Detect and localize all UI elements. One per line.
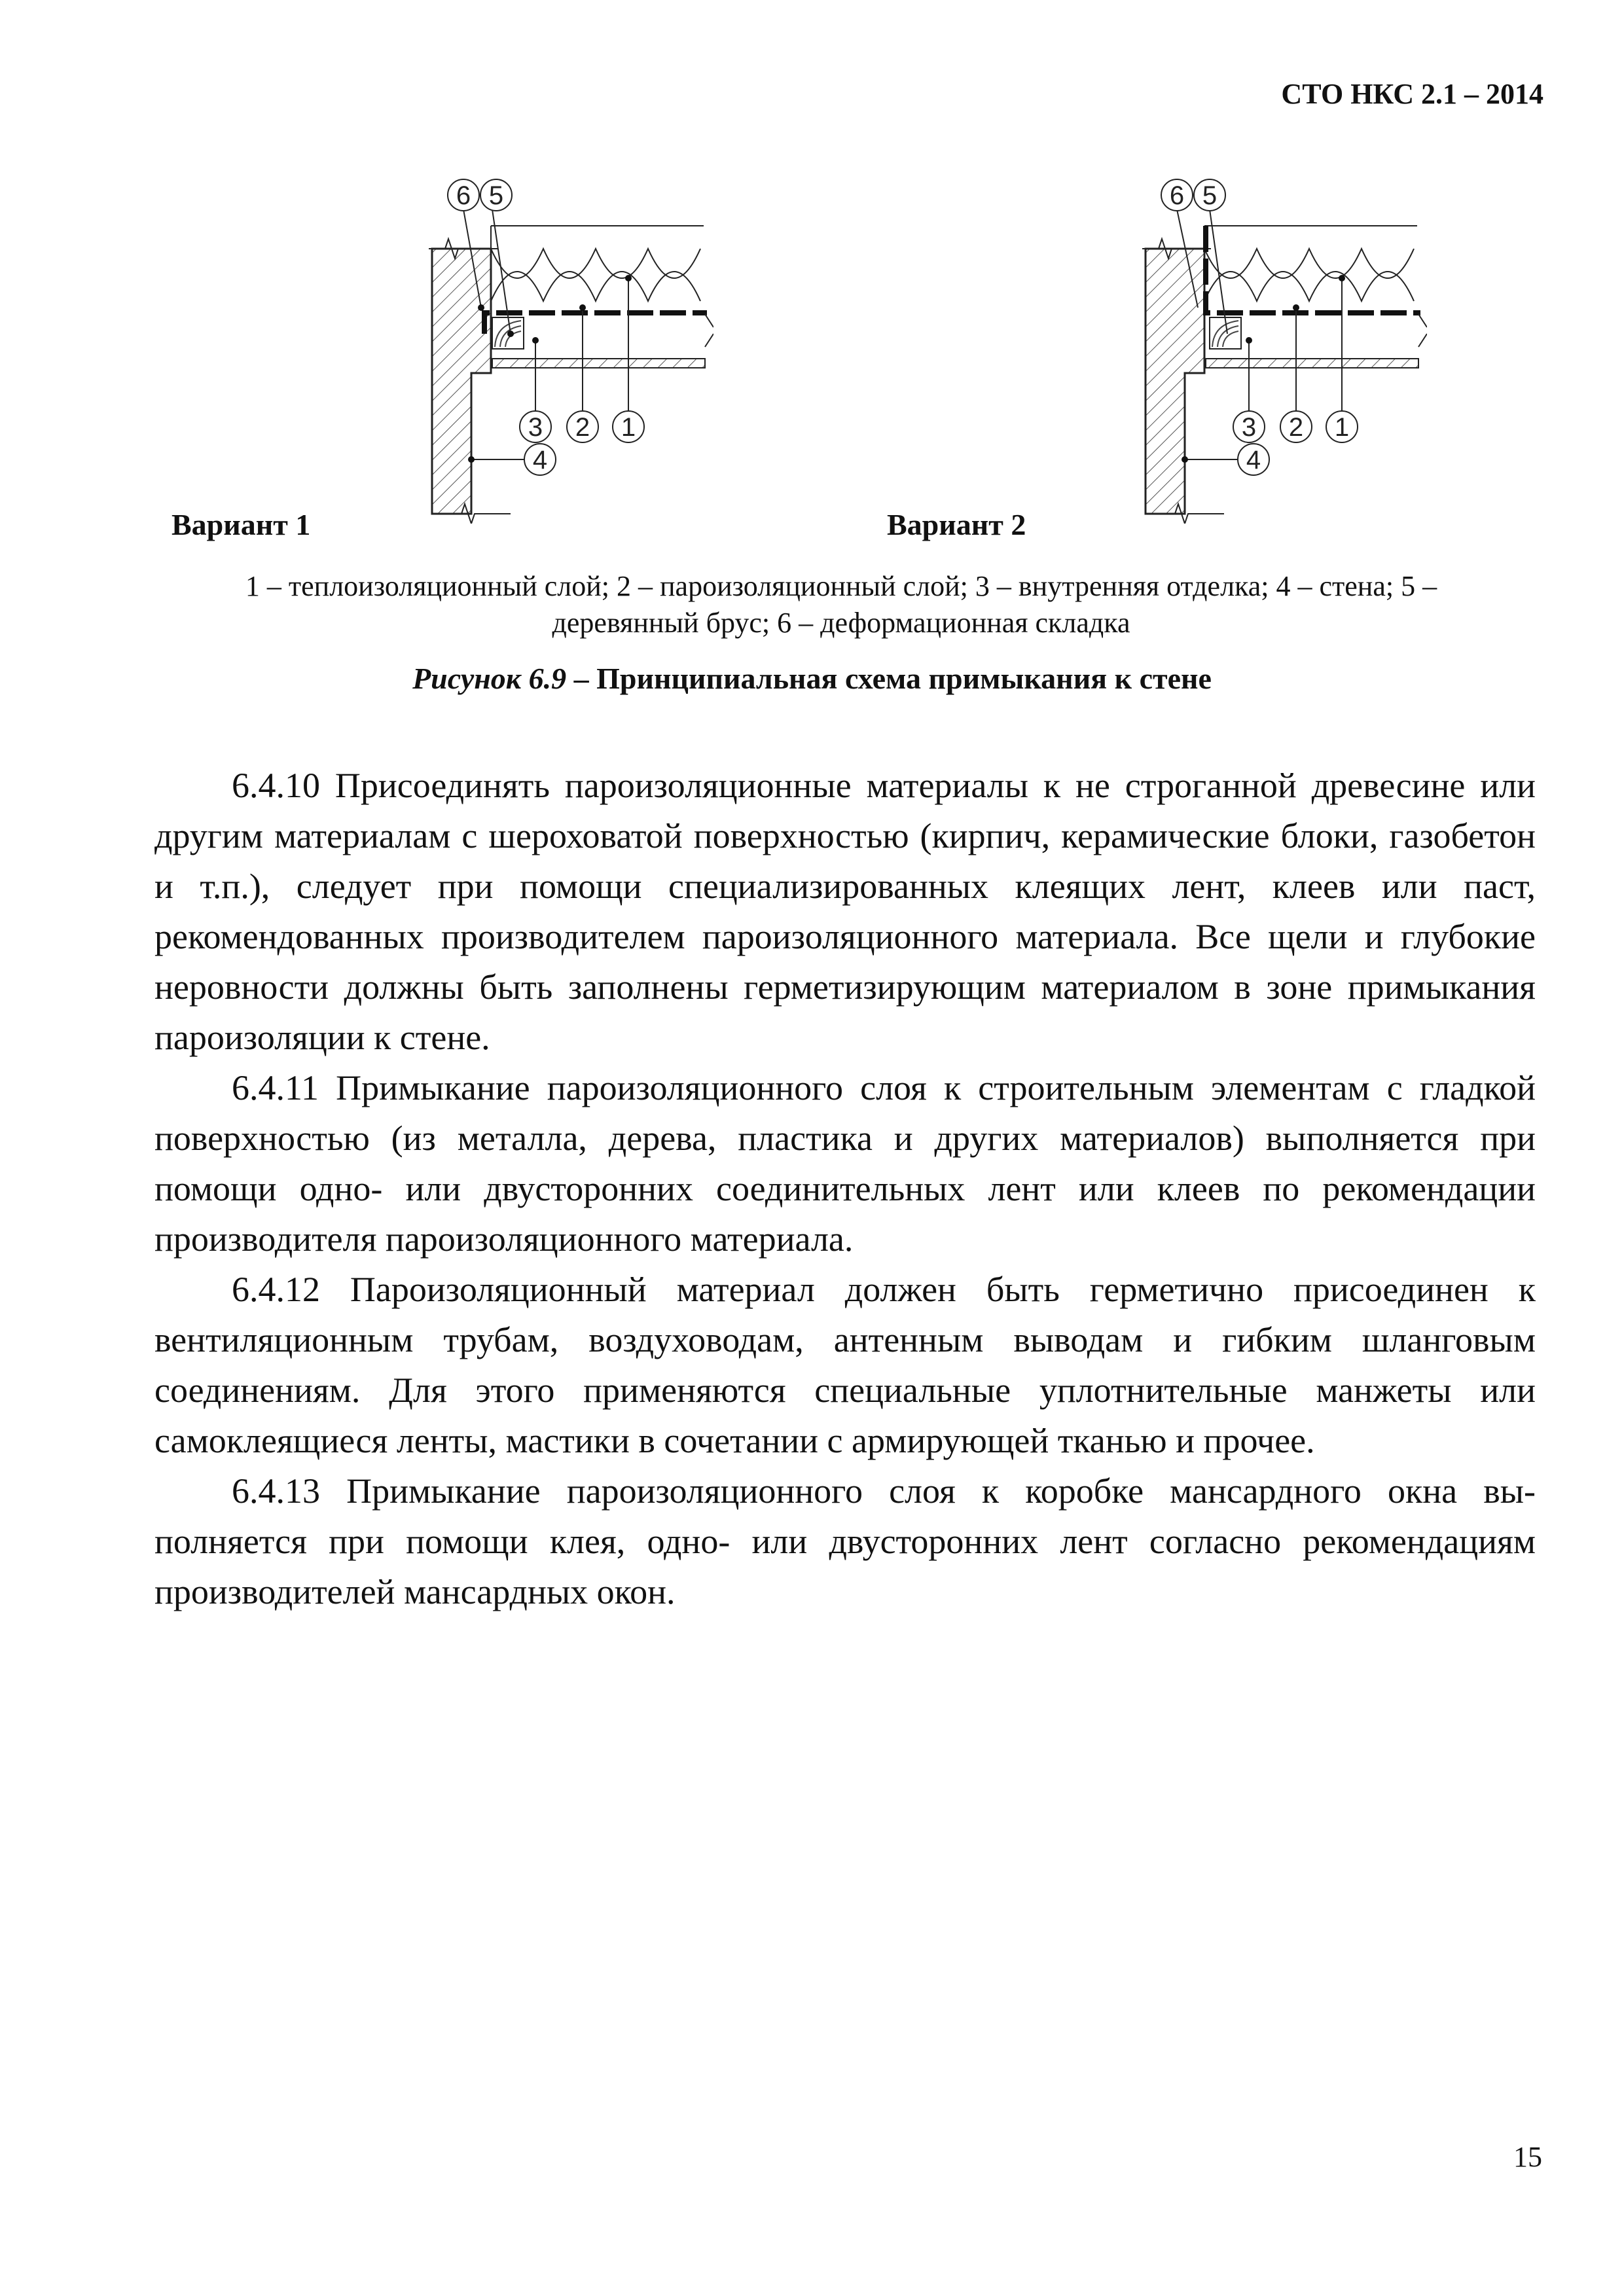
callout-2: 2 xyxy=(575,413,590,442)
legend-line-2: деревянный брус; 6 – деформационная складка xyxy=(552,607,1130,639)
callout-3: 3 xyxy=(1241,413,1257,442)
callout-6: 6 xyxy=(456,181,471,210)
figure-6-9 xyxy=(0,177,1624,543)
callout-5: 5 xyxy=(488,181,504,210)
paragraph-6-4-10: 6.4.10 Присоединять пароизоляционные материалы к не строганной древесине или другим материалам с шероховатой поверхностью (кирпич, керамические блоки, газобетон и т.п.), следует при помощи специализированных клеящих лент, клеев или паст, рекомендованных производителем пароизоляционного материала. Все щели и глубокие неровности должны быть заполнены герметизирующим материалом в зоне примыкания пароизоляции к стене. xyxy=(154,766,1536,1057)
body-text xyxy=(154,761,1536,1617)
caption-prefix: Рисунок 6.9 xyxy=(412,662,567,695)
figure-caption xyxy=(0,661,1624,696)
legend-line-1: 1 – теплоизоляционный слой; 2 – пароизоляционный слой; 3 – внутренняя отделка; 4 – стена; 5 – xyxy=(245,570,1437,602)
callout-4: 4 xyxy=(1246,446,1261,475)
caption-title: – Принципиальная схема примыкания к стене xyxy=(566,662,1212,695)
callout-1: 1 xyxy=(1334,413,1350,442)
paragraph-6-4-13: 6.4.13 Примыкание пароизоляционного слоя к коробке мансардного окна выполняется при помощи клея, одно- или двусторонних лент согласно рекомендациям производителей мансардных окон. xyxy=(154,1471,1536,1611)
wall-shape xyxy=(432,249,491,514)
document-code: СТО НКС 2.1 – 2014 xyxy=(1281,78,1543,110)
diagram-variant-2 xyxy=(1132,177,1427,524)
diagram-variant-1 xyxy=(419,177,713,524)
callout-2: 2 xyxy=(1288,413,1304,442)
wall-shape xyxy=(1146,249,1204,514)
page-number: 15 xyxy=(1513,2141,1542,2173)
figure-legend xyxy=(170,568,1512,641)
callout-3: 3 xyxy=(528,413,543,442)
variant-2-label: Вариант 2 xyxy=(887,508,1026,541)
variant-1-label: Вариант 1 xyxy=(171,508,311,541)
paragraph-6-4-11: 6.4.11 Примыкание пароизоляционного слоя к строительным элементам с гладкой поверхностью (из металла, дерева, пластика и других материалов) выполняется при помощи одно- или двусторонних соединительных лент или клеев по рекомендации производителя пароизоляционного материала. xyxy=(154,1068,1536,1259)
callout-6: 6 xyxy=(1169,181,1185,210)
callout-5: 5 xyxy=(1202,181,1218,210)
paragraph-6-4-12: 6.4.12 Пароизоляционный материал должен быть герметично присоединен к вентиляционным трубам, воздуховодам, антенным выводам и гибким шланговым соединениям. Для этого применяются специальные уплотнительные манжеты или самоклеящиеся ленты, мастики в сочетании с армирующей тканью и прочее. xyxy=(154,1270,1536,1460)
callout-4: 4 xyxy=(532,446,548,475)
callout-1: 1 xyxy=(621,413,636,442)
